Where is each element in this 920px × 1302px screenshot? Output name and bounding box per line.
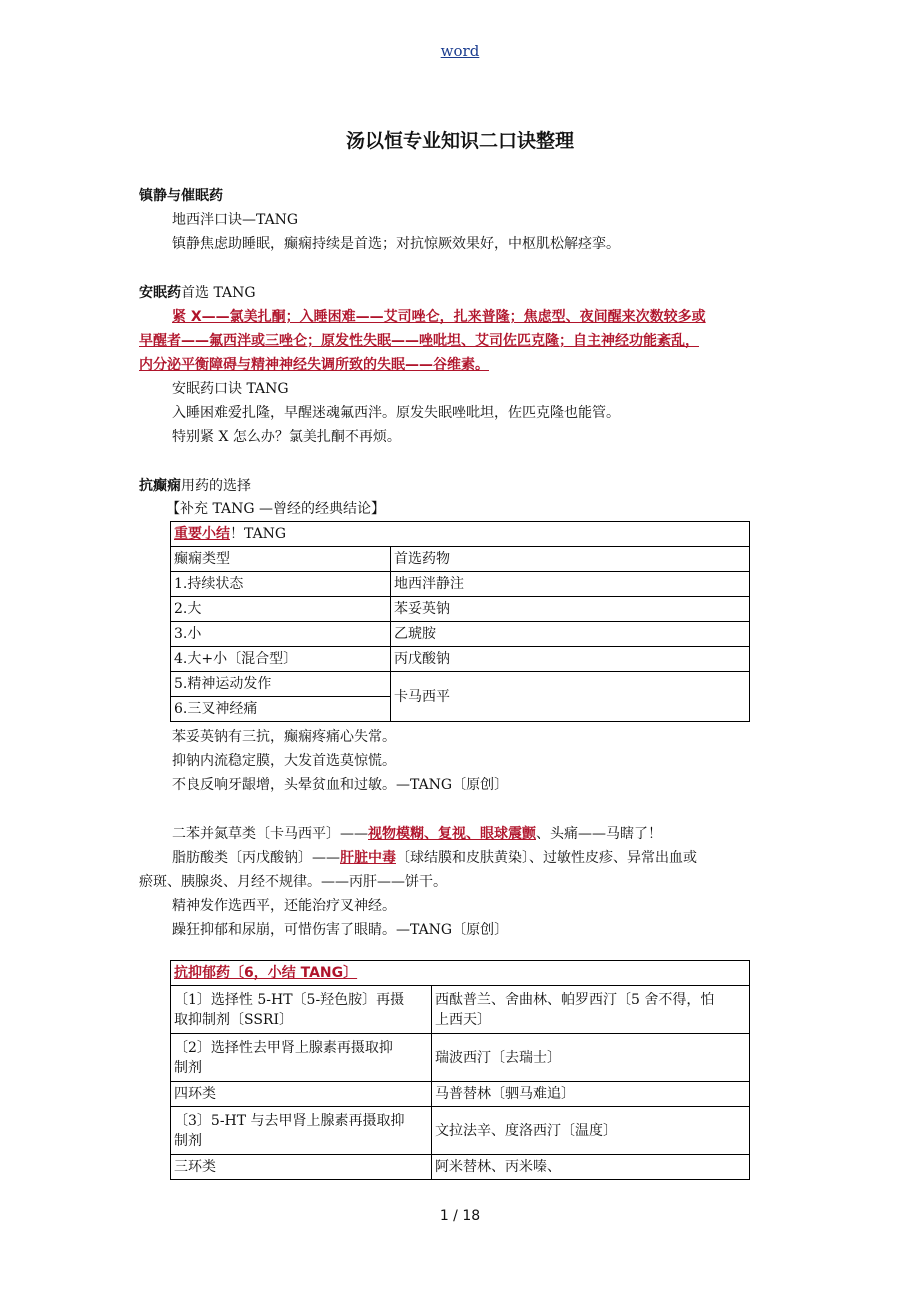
section-heading-hypnotics — [139, 282, 256, 304]
table-cell: 3.小 — [171, 622, 391, 647]
hypnotic-choice-line-2: 早醒者——氟西泮或三唑仑；原发性失眠——唑吡坦、艾司佐匹克隆；自主神经功能紊乱， — [139, 333, 699, 349]
table-cell — [171, 1034, 432, 1082]
table-row — [171, 986, 750, 1034]
hypnotic-mnemonic-1: 入睡困难爱扎隆，早醒迷魂氟西泮。原发失眠唑吡坦，佐匹克隆也能管。 — [172, 405, 620, 421]
text: 、头痛——马瞎了！ — [536, 826, 662, 842]
table-title — [171, 522, 750, 547]
hypnotic-choice-line-1: 紧 X——氯美扎酮；入睡困难——艾司唑仑，扎来普隆；焦虑型、夜间醒来次数较多或 — [172, 309, 706, 325]
phenytoin-mnemonic-2: 抑钠内流稳定膜，大发首选莫惊慌。 — [172, 753, 396, 769]
table-cell: 丙戊酸钠 — [391, 647, 750, 672]
heading-rest: 首选 TANG — [181, 285, 256, 301]
heading-bold: 安眠药 — [139, 285, 181, 301]
page-number: 1 / 18 — [439, 1208, 481, 1224]
table-title — [171, 961, 750, 986]
hypnotic-mnemonic-title: 安眠药口诀 TANG — [172, 381, 289, 397]
header-link[interactable]: word — [440, 42, 480, 60]
table-cell: 四环类 — [171, 1082, 432, 1107]
table-cell: 2.大 — [171, 597, 391, 622]
text: 脂肪酸类〔丙戊酸钠〕—— — [172, 850, 340, 866]
table-header: 癫痫类型 — [171, 547, 391, 572]
table-cell: 文拉法辛、度洛西汀〔温度〕 — [432, 1107, 750, 1155]
table-row — [171, 597, 750, 622]
table-cell: 乙琥胺 — [391, 622, 750, 647]
cell-line: 制剂 — [174, 1132, 202, 1149]
table-row — [171, 1034, 750, 1082]
table-row — [171, 672, 750, 697]
phenytoin-mnemonic-3: 不良反响牙龈增，头晕贫血和过敏。—TANG〔原创〕 — [172, 777, 509, 793]
table-row — [171, 1155, 750, 1180]
table-cell: 瑞波西汀〔去瑞士〕 — [432, 1034, 750, 1082]
table-row — [171, 647, 750, 672]
table-cell: 卡马西平 — [391, 672, 750, 722]
heading-bold: 抗癫痫 — [139, 478, 181, 494]
valproate-note — [172, 847, 697, 869]
section-heading-sedatives: 镇静与催眠药 — [139, 188, 223, 204]
carbamazepine-note — [172, 823, 662, 845]
table-cell: 4.大+小〔混合型〕 — [171, 647, 391, 672]
cell-line: 〔2〕选择性去甲肾上腺素再摄取抑 — [174, 1039, 393, 1056]
table-cell: 苯妥英钠 — [391, 597, 750, 622]
table-cell — [171, 986, 432, 1034]
hypnotic-choice-line-3: 内分泌平衡障碍与精神神经失调所致的失眠——谷维素。 — [139, 357, 489, 373]
table-row — [171, 622, 750, 647]
phenytoin-mnemonic-1: 苯妥英钠有三抗，癫痫疼痛心失常。 — [172, 729, 396, 745]
cell-line: 〔1〕选择性 5-HT〔5-羟色胺〕再摄 — [174, 991, 405, 1008]
carbamazepine-mnemonic-1: 精神发作选西平，还能治疗叉神经。 — [172, 898, 396, 914]
table-cell — [432, 986, 750, 1034]
table-cell: 马普替林〔驷马难追〕 — [432, 1082, 750, 1107]
hypnotic-mnemonic-2: 特别紧 X 怎么办？氯美扎酮不再烦。 — [172, 429, 401, 445]
diazepam-mnemonic: 镇静焦虑助睡眠，癫痫持续是首选；对抗惊厥效果好，中枢肌松解痉挛。 — [172, 236, 620, 252]
table-title-highlight: 抗抑郁药〔6，小结 TANG〕 — [174, 965, 358, 981]
table-row — [171, 572, 750, 597]
supplement-note: 【补充 TANG —曾经的经典结论】 — [166, 501, 386, 517]
table-cell: 地西泮静注 — [391, 572, 750, 597]
table-title-highlight: 重要小结 — [174, 526, 230, 542]
table-cell: 6.三叉神经痛 — [171, 697, 391, 722]
table-header: 首选药物 — [391, 547, 750, 572]
section-heading-antiepileptic — [139, 475, 251, 497]
diazepam-mnemonic-title: 地西泮口诀—TANG — [172, 212, 299, 228]
document-title: 汤以恒专业知识二口诀整理 — [345, 130, 574, 152]
table-cell: 5.精神运动发作 — [171, 672, 391, 697]
cell-line: 西酞普兰、舍曲林、帕罗西汀〔5 舍不得，怕 — [435, 991, 715, 1008]
epilepsy-table — [170, 521, 750, 722]
text: 〔球结膜和皮肤黄染〕、过敏性皮疹、异常出血或 — [396, 850, 697, 866]
cell-line: 〔3〕5-HT 与去甲肾上腺素再摄取抑 — [174, 1112, 405, 1129]
highlight: 肝脏中毒 — [340, 850, 396, 866]
antidepressant-table — [170, 960, 750, 1180]
table-row — [171, 1082, 750, 1107]
table-row — [171, 1107, 750, 1155]
table-cell: 1.持续状态 — [171, 572, 391, 597]
cell-line: 取抑制剂〔SSRI〕 — [174, 1011, 294, 1028]
table-title-rest: ！TANG — [230, 526, 287, 542]
valproate-note-cont: 瘀斑、胰腺炎、月经不规律。——丙肝——饼干。 — [139, 874, 447, 890]
cell-line: 制剂 — [174, 1059, 202, 1076]
heading-rest: 用药的选择 — [181, 478, 251, 494]
table-cell: 三环类 — [171, 1155, 432, 1180]
table-cell: 阿米替林、丙米嗪、 — [432, 1155, 750, 1180]
text: 二苯并氮草类〔卡马西平〕—— — [172, 826, 368, 842]
table-cell — [171, 1107, 432, 1155]
cell-line: 上西天〕 — [435, 1011, 491, 1028]
carbamazepine-mnemonic-2: 躁狂抑郁和尿崩，可惜伤害了眼睛。—TANG〔原创〕 — [172, 922, 509, 938]
highlight: 视物模糊、复视、眼球震颤 — [368, 826, 536, 842]
